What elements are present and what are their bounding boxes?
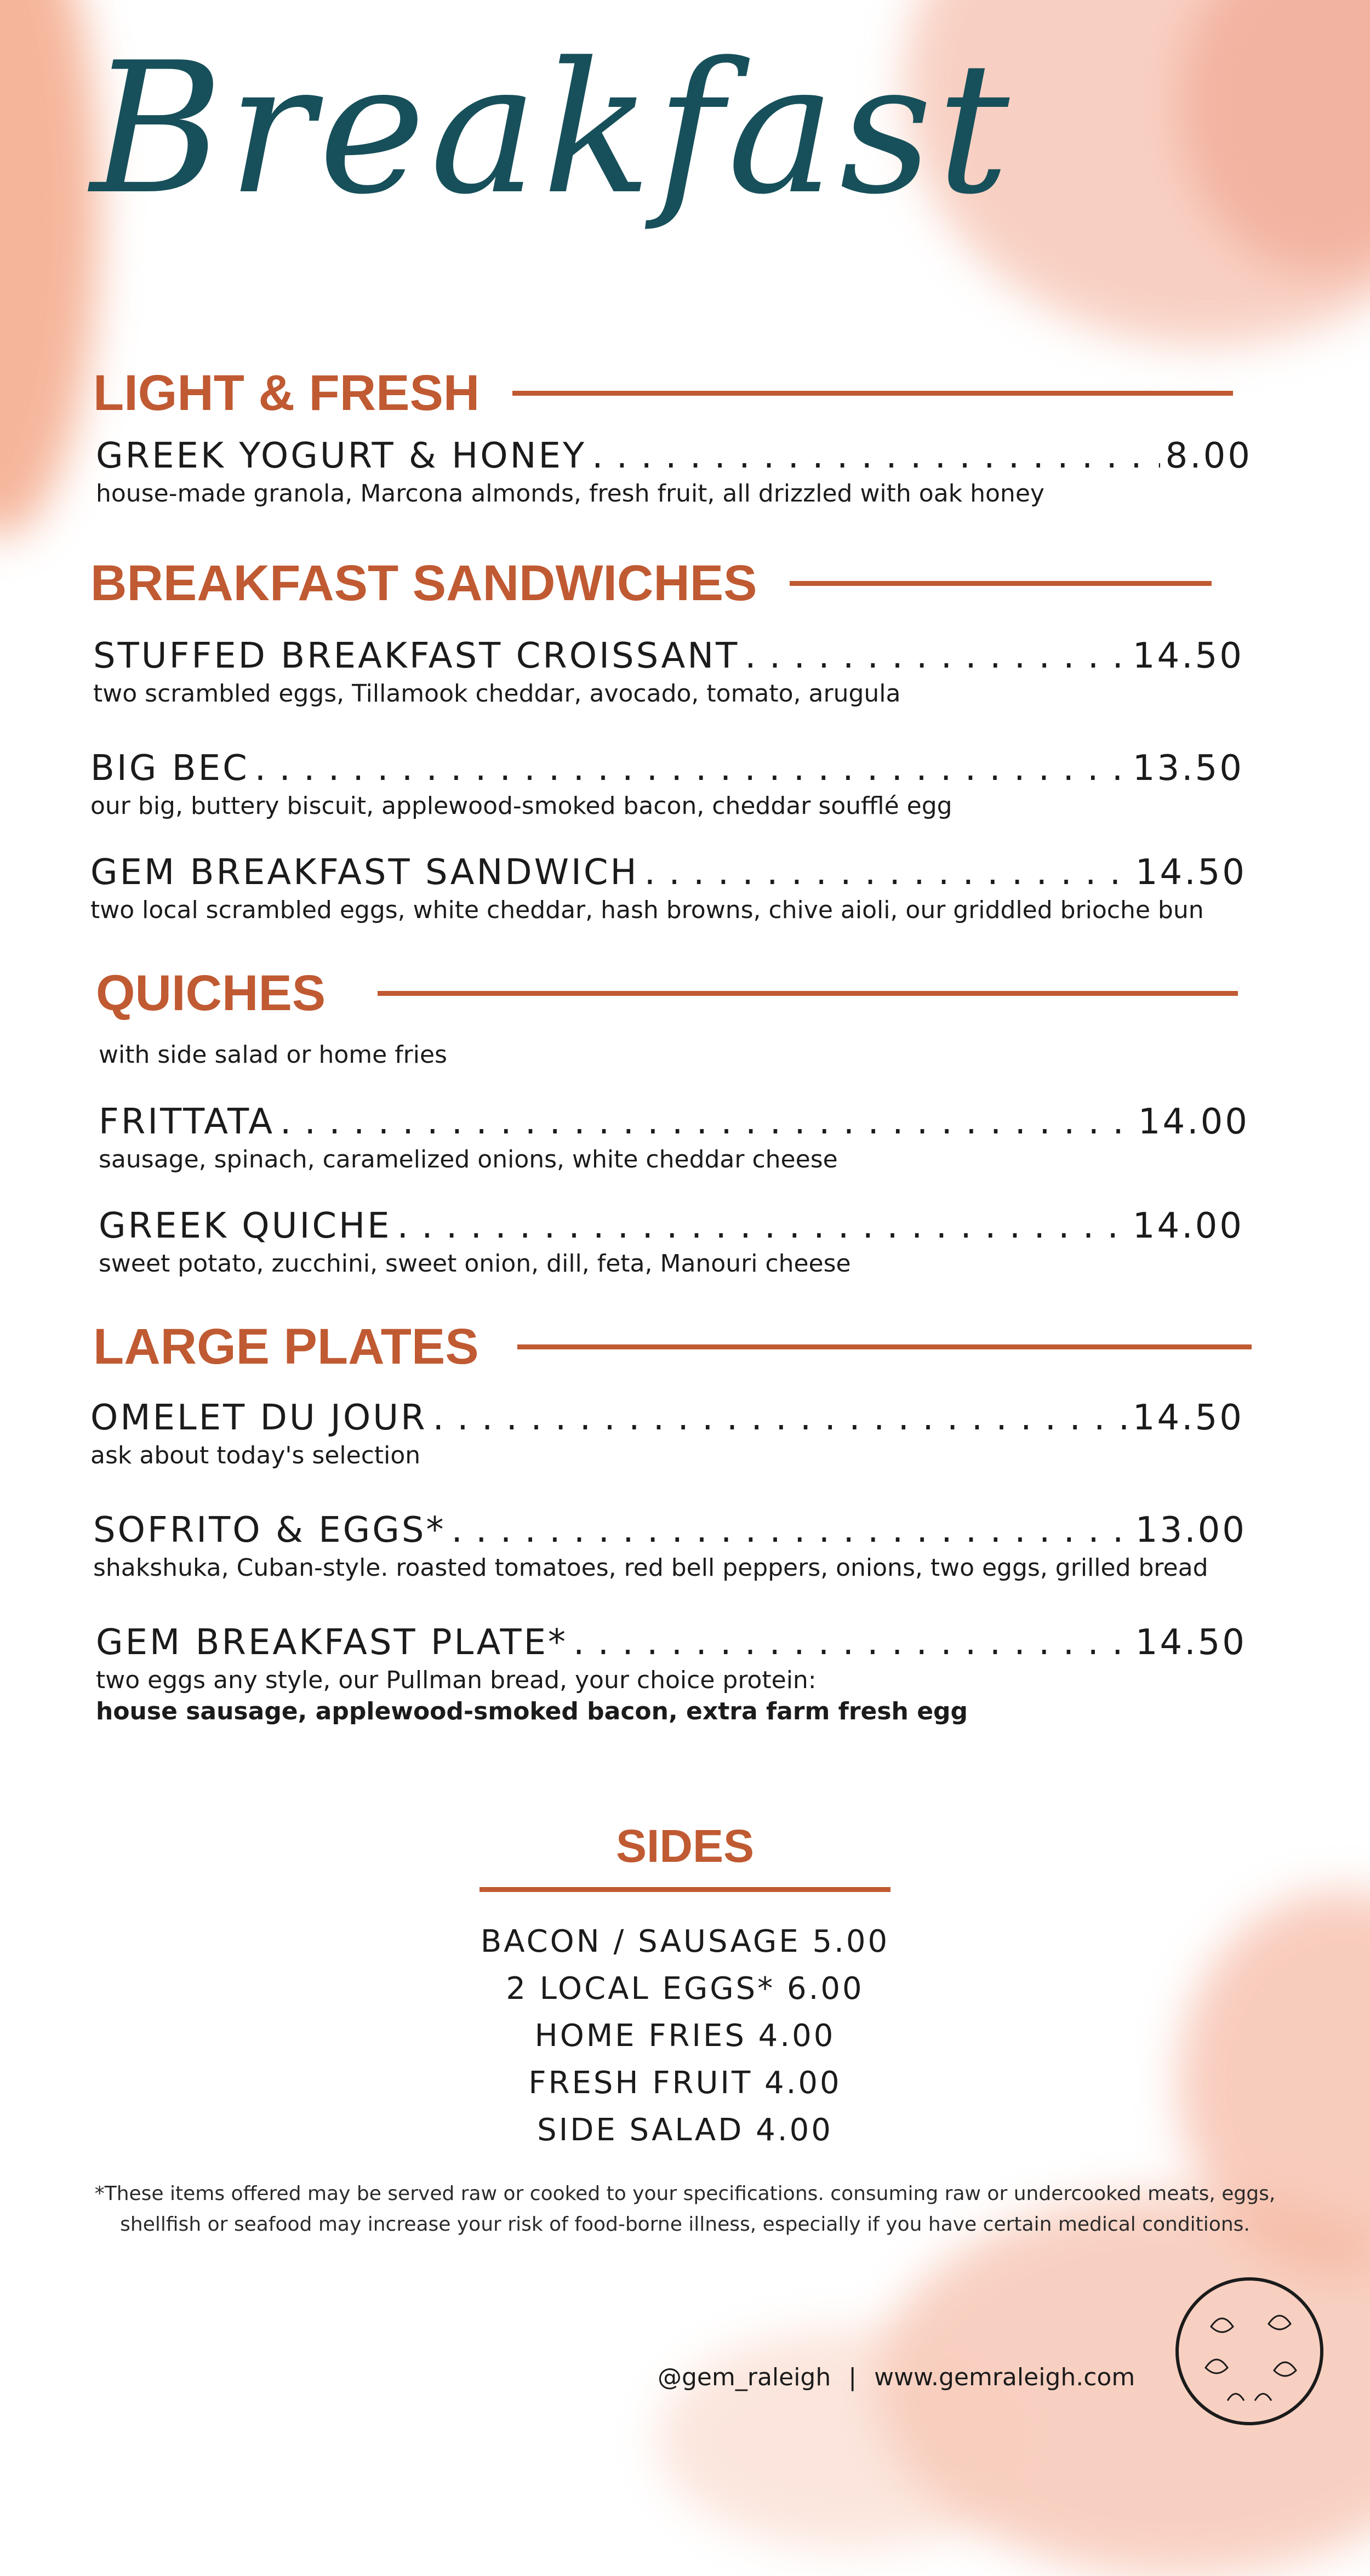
side-item: HOME FRIES 4.00: [534, 2018, 836, 2054]
dot-leader: [280, 1102, 1133, 1142]
item-name: GREEK QUICHE: [99, 1206, 392, 1246]
section-title: QUICHES: [96, 965, 326, 1021]
section-header-large-plates: [93, 1318, 1252, 1376]
menu-item: [99, 1206, 1244, 1278]
food-safety-disclaimer: *These items offered may be served raw or cooked to your specifications. consuming raw or undercooked meats, eggs, shellfish or seafood may increase your risk of food-borne illness, especially if you have certain medical conditions.: [94, 2182, 1276, 2236]
item-description: two local scrambled eggs, white cheddar, hash browns, chive aioli, our griddled brioche bun: [90, 896, 1204, 924]
watercolor-wash: [658, 2329, 1041, 2549]
item-name: OMELET DU JOUR: [90, 1398, 427, 1438]
menu-item: [99, 1102, 1249, 1173]
section-divider: [790, 581, 1212, 586]
dot-leader: [397, 1206, 1127, 1246]
item-description: two scrambled eggs, Tillamook cheddar, avocado, tomato, arugula: [93, 680, 901, 708]
item-name: GEM BREAKFAST SANDWICH: [90, 852, 639, 893]
menu-item: [96, 436, 1252, 508]
watercolor-wash: [0, 0, 99, 537]
item-price: 14.50: [1132, 1398, 1244, 1438]
menu-item: [96, 1622, 1247, 1725]
item-name: FRITTATA: [99, 1102, 275, 1142]
menu-item: [90, 852, 1247, 924]
section-divider: [517, 1344, 1252, 1349]
side-item: FRESH FRUIT 4.00: [528, 2065, 842, 2101]
menu-item: [93, 636, 1244, 708]
section-header-light-fresh: [93, 364, 1233, 422]
item-description: sausage, spinach, caramelized onions, white cheddar cheese: [99, 1145, 838, 1173]
item-description: sweet potato, zucchini, sweet onion, dill, feta, Manouri cheese: [99, 1250, 851, 1278]
dot-leader: [255, 748, 1127, 789]
item-price: 13.00: [1135, 1510, 1247, 1551]
item-description: ask about today's selection: [90, 1441, 421, 1469]
item-name: STUFFED BREAKFAST CROISSANT: [93, 636, 740, 676]
section-divider: [512, 391, 1233, 396]
section-note: with side salad or home fries: [99, 1041, 447, 1069]
item-price: 14.00: [1138, 1102, 1249, 1142]
dot-leader: [644, 852, 1130, 893]
section-title: LIGHT & FRESH: [93, 365, 480, 421]
side-item: BACON / SAUSAGE 5.00: [480, 1924, 890, 1959]
item-price: 8.00: [1165, 436, 1252, 476]
item-name: GREEK YOGURT & HONEY: [96, 436, 587, 476]
dot-leader: [573, 1622, 1130, 1663]
footer-contact: [658, 2363, 1135, 2391]
section-title: LARGE PLATES: [93, 1319, 479, 1375]
dot-leader: [592, 436, 1160, 476]
instagram-handle[interactable]: @gem_raleigh: [658, 2363, 831, 2391]
sides-list: [0, 1918, 1370, 2154]
item-description: house-made granola, Marcona almonds, fresh fruit, all drizzled with oak honey: [96, 480, 1044, 508]
section-header-sandwiches: [90, 555, 1212, 612]
dot-leader: [433, 1398, 1127, 1438]
dot-leader: [451, 1510, 1129, 1551]
menu-item: [90, 1398, 1244, 1469]
item-name: BIG BEC: [90, 748, 249, 789]
side-item: SIDE SALAD 4.00: [537, 2112, 833, 2148]
item-description: our big, buttery biscuit, applewood-smoked bacon, cheddar soufflé egg: [90, 792, 952, 820]
menu-item: [90, 748, 1244, 820]
dot-leader: [745, 636, 1127, 676]
menu-item: [93, 1510, 1247, 1582]
website-link[interactable]: www.gemraleigh.com: [874, 2363, 1135, 2391]
item-name: GEM BREAKFAST PLATE*: [96, 1622, 568, 1663]
sides-divider: [480, 1887, 891, 1892]
item-price: 14.50: [1135, 1622, 1247, 1663]
item-price: 13.50: [1132, 748, 1244, 789]
item-price: 14.00: [1132, 1206, 1244, 1246]
item-price: 14.50: [1132, 636, 1244, 676]
footer-separator: |: [848, 2363, 857, 2391]
item-description: shakshuka, Cuban-style. roasted tomatoes, red bell peppers, onions, two eggs, grilled bread: [93, 1554, 1208, 1582]
section-divider: [378, 991, 1238, 996]
item-name: SOFRITO & EGGS*: [93, 1510, 446, 1551]
section-header-quiches: [96, 965, 1238, 1022]
section-title: BREAKFAST SANDWICHES: [90, 555, 757, 611]
side-item: 2 LOCAL EGGS* 6.00: [506, 1971, 864, 2007]
item-description: two eggs any style, our Pullman bread, your choice protein:: [96, 1666, 817, 1694]
item-description-bold: house sausage, applewood-smoked bacon, extra farm fresh egg: [96, 1697, 968, 1725]
gem-floral-logo-icon: [1173, 2275, 1326, 2428]
item-price: 14.50: [1135, 852, 1247, 893]
sides-title: SIDES: [615, 1820, 755, 1872]
page-title: Breakfast: [90, 24, 1014, 234]
